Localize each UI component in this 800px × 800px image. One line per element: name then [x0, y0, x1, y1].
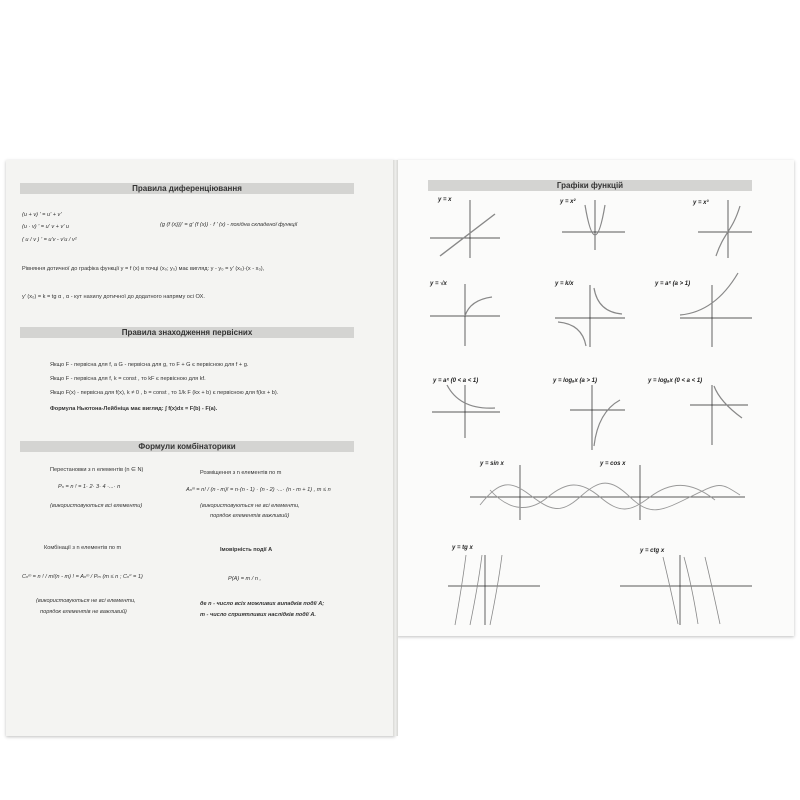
graph-cube	[698, 200, 752, 258]
graph-ctg	[620, 555, 752, 625]
graph-label-exp-lt1: y = aˣ (0 < a < 1)	[433, 378, 479, 384]
graph-sqrt	[430, 284, 500, 346]
antideriv-rule-3: Якщо F(x) - первісна для f(x), k ≠ 0 , b = const , то 1/k F (kx + b) є первісною для f(kx + b).	[50, 390, 279, 396]
graph-label-cube: y = x³	[693, 200, 709, 206]
graph-hyperbola	[555, 285, 625, 347]
graph-log-gt1	[570, 385, 625, 450]
graph-label-square: y = x²	[560, 199, 576, 205]
section-title-combinatorics: Формули комбінаторики	[20, 441, 354, 452]
newton-leibniz: Формула Ньютона-Лейбніца має вигляд: ∫ f(x)dx = F(b) - F(a).	[50, 406, 218, 412]
graph-linear	[430, 200, 500, 258]
graph-label-exp-gt1: y = aˣ (a > 1)	[655, 281, 691, 287]
graph-label-hyperbola: y = k/x	[555, 281, 574, 287]
graph-exp-lt1	[432, 385, 500, 438]
diff-rule-sum: (u + v) ' = u' + v'	[22, 212, 62, 218]
graph-sin-cos	[470, 465, 745, 520]
diff-rule-composite: (g (f (x)))' = g' (f (x)) · f ' (x) - похідна складеної функції	[160, 222, 298, 228]
prob-note-1: де n - число всіх можливих випадків події А;	[200, 601, 325, 607]
comb-note-2: порядок елементів не важливий)	[40, 609, 127, 615]
section-title-antiderivative: Правила знаходження первісних	[20, 327, 354, 338]
graph-log-lt1	[690, 385, 748, 445]
antideriv-rule-2: Якщо F - первісна для f, k = const , то kF є первісною для kf.	[50, 376, 206, 382]
section-title-graphs: Графіки функцій	[428, 180, 752, 191]
comb-note-1: (використовуються не всі елементи,	[36, 598, 136, 604]
prob-note-2: m - число сприятливих наслідків події А.	[200, 612, 316, 618]
graph-label-log-lt1: y = logₐx (0 < a < 1)	[648, 378, 703, 384]
comb-formula: Cₙᵐ = n ! / m!(n - m) ! = Aₙᵐ / Pₘ (m ≤ n ; Cₙ⁰ = 1)	[22, 574, 143, 580]
diff-rule-product: (u · v) ' = u' v + v' u	[22, 224, 70, 230]
arr-title: Розміщення з n елементів по m	[200, 470, 282, 476]
arr-note-2: порядок елементів важливий)	[210, 513, 290, 519]
graph-exp-gt1	[680, 273, 752, 347]
graph-label-linear: y = x	[438, 197, 452, 203]
graph-label-cos: y = cos x	[600, 461, 626, 467]
graph-label-log-gt1: y = logₐx (a > 1)	[553, 378, 597, 384]
graph-label-tg: y = tg x	[452, 545, 473, 551]
graph-tg	[448, 555, 540, 625]
section-title-differentiation: Правила диференціювання	[20, 183, 354, 194]
comb-title: Комбінації з n елементів по m	[44, 545, 122, 551]
arr-formula: Aₙᵐ = n! / (n - m)! = n·(n - 1) · (n - 2) ·...· (n - m + 1) , m ≤ n	[186, 487, 331, 493]
graph-label-sin: y = sin x	[480, 461, 504, 467]
graph-square	[562, 200, 625, 250]
diff-rule-quotient: ( u / v ) ' = u'v - v'u / v²	[22, 237, 77, 243]
graph-label-sqrt: y = √x	[430, 281, 447, 287]
tangent-equation: Рівняння дотичної до графіка функції y = f (x) в точці (x₀; y₀) має вигляд: y - y₀ = y' (x₀)·(x - x₀),	[22, 266, 265, 272]
perm-note: (використовуються всі елементи)	[50, 503, 143, 509]
arr-note-1: (використовуються не всі елементи,	[200, 503, 300, 509]
perm-title: Перестановки з n елементів (n ∈ N)	[50, 467, 144, 473]
perm-formula: Pₙ = n ! = 1· 2· 3· 4 ·...· n	[58, 484, 121, 490]
tangent-slope: y' (x₀) = k = tg α , α - кут нахилу дотичної до додатного напряму осі ОХ.	[22, 294, 205, 300]
graph-label-ctg: y = ctg x	[640, 548, 665, 554]
prob-formula: P(A) = m / n ,	[228, 576, 262, 582]
antideriv-rule-1: Якщо F - первісна для f, а G - первісна для g, то F + G є первісною для f + g.	[50, 362, 249, 368]
prob-title: Імовірність події А	[220, 547, 273, 553]
